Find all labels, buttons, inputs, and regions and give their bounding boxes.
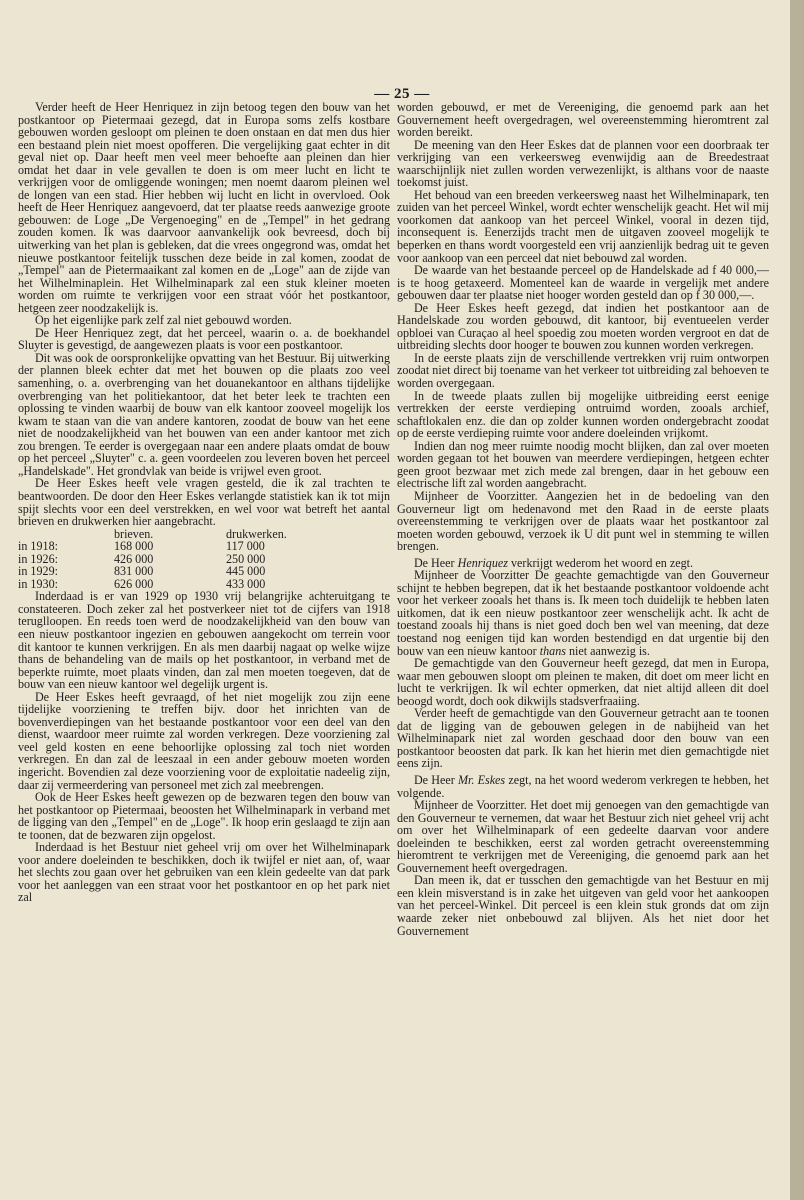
paragraph: De Heer Eskes heeft vele vragen gesteld, die ik zal trachten te beantwoorden. De door den Heer Eskes verlangde statistiek kan ik tot mijn spijt slechts voor een deel verstrekken, en wel voor wat betreft het aantal brieven en drukwerken hier aangebracht. xyxy=(18,476,390,529)
speaker-line: De Heer Mr. Eskes zegt, na het woord wederom verkregen te hebben, het volgende. xyxy=(397,772,769,800)
header-brieven: brieven. xyxy=(114,526,154,541)
table-row: in 1929: 831 000 445 000 xyxy=(18,564,266,579)
right-column xyxy=(397,101,769,937)
paragraph: Op het eigenlijke park zelf zal niet gebouwd worden. xyxy=(34,313,292,328)
paragraph: Mijnheer de Voorzitter De geachte gemachtigde van den Gouverneur schijnt te hebben begrepen, dat ik het bestaande postkantoor voldoende acht voor het verkeer zooals het thans is. Ik meen toch duidelijk te hebben laten uitkomen, dat ik een nieuw postkantoor zeer wenschelijk acht. Ik acht de toestand zooals hij thans is niet goed doch ben wel van meening, dat deze toestand nog eenigen tijd kan worden bestendigd en dat urgentie bij den bouw van een nieuw kantoor thans niet aanwezig is. xyxy=(397,568,769,658)
paragraph: Indien dan nog meer ruimte noodig mocht blijken, dan zal over moeten worden gegaan tot het bouwen van meerdere verdiepingen, hetgeen echter geen groot bezwaar met zich mede zal brengen, daar in het gebouw een electrische lift zal worden aangebracht. xyxy=(397,438,769,491)
left-column xyxy=(18,101,390,904)
paragraph: In de tweede plaats zullen bij mogelijke uitbreiding eerst eenige vertrekken der eerste verdieping ontruimd worden, zooals archief, schaftlokalen enz. die dan op zolder kunnen worden ondergebracht zoodat op de eerste verdieping ruimte voor andere doeleinden vrijkomt. xyxy=(397,388,769,441)
paragraph: De Heer Eskes heeft gezegd, dat indien het postkantoor aan de Handelskade zou worden gebouwd, dit kantoor, bij eventueelen verder opbloei van Curaçao al heel spoedig zou moeten worden vergroot en dat de uitbreiding slechts door hooger te bouwen zou kunnen worden verkregen. xyxy=(397,300,769,353)
header-drukwerken: drukwerken. xyxy=(226,526,287,541)
paragraph: In de eerste plaats zijn de verschillende vertrekken vrij ruim ontworpen zoodat niet direct bij toename van het verkeer tot uitbreiding zal behoeven te worden overgegaan. xyxy=(397,350,769,391)
paragraph: De Heer Eskes heeft gevraagd, of het niet mogelijk zou zijn eene tijdelijke voorziening te treffen bijv. door het inrichten van de bovenverdiepingen van het bestaande postkantoor voor een deel van den dienst, waardoor meer ruimte zal worden verkregen. Deze voorziening zal veel geld kosten en eene behoorlijke oplossing zal toch niet worden verkregen. En dan zal de leeszaal in een ander gebouw moeten worden ingericht. Bovendien zal deze voorziening voor de exploitatie nadeelig zijn, daar zij vermeerdering van personeel met zich zal meebrengen. xyxy=(18,689,390,792)
paragraph: Inderdaad is er van 1929 op 1930 vrij belangrijke achteruitgang te constateeren. Doch zeker zal het postverkeer niet tot de cijfers van 1918 teruglloopen. En reeds toen werd de noodzakelijkheid van den bouw van een nieuw postkantoor ingezien en gebouwen aangekocht om terrein voor dit kantoor te kunnen verkrijgen. En als men daarbij nagaat op welke wijze thans de behandeling van de mails op het postkantoor, in verband met de beperkte ruimte, moet plaats vinden, dan zal men moeten toegeven, dat de bouw van een nieuw kantoor wel degelijk urgent is. xyxy=(18,589,390,692)
table-row: in 1930: 626 000 433 000 xyxy=(18,576,266,591)
page-edge xyxy=(790,0,804,1200)
table-row: in 1918: 168 000 117 000 xyxy=(18,539,265,554)
paragraph: Mijnheer de Voorzitter. Aangezien het in de bedoeling van den Gouverneur ligt om hedenavond met den Raad in de eerste plaats overeenstemming te verkrijgen over de plaats waar het postkantoor zal moeten worden gebouwd, verzoek ik U dit punt wel in stemming te willen brengen. xyxy=(397,488,769,554)
page-number: — 25 — xyxy=(374,86,430,102)
statistics-table xyxy=(18,528,287,591)
paragraph: Verder heeft de gemachtigde van den Gouverneur getracht aan te toonen dat de ligging van de gebouwen gelegen in de nabijheid van het Wilhelminapark niet zal worden geschaad door den bouw van een postkantoor beoosten dat park. Ik kan het hierin met dien gemachtigde niet eens zijn. xyxy=(397,706,769,771)
paragraph: worden gebouwd, er met de Vereeniging, die genoemd park aan het Gouvernement heeft overgedragen, wel overeenstemming hieromtrent zal worden bereikt. xyxy=(397,100,769,140)
paragraph: Ook de Heer Eskes heeft gewezen op de bezwaren tegen den bouw van het postkantoor op Pietermaai, beoosten het Wilhelminapark in verband met de ligging van den „Tempel" en de „Loge". Ik hoop erin geslaagd te zijn aan te toonen, dat de bezwaren zijn opgelost. xyxy=(18,790,390,842)
paragraph: Dan meen ik, dat er tusschen den gemachtigde van het Bestuur en mij een klein misverstand is in zake het uitgeven van geld voor het aankoopen van het perceel-Winkel. Dit perceel is een klein stuk gronds dat om zijn waarde zeker niet onbebouwd zal blijven. Als het niet door het Gouvernement xyxy=(397,873,769,938)
paragraph: Dit was ook de oorspronkelijke opvatting van het Bestuur. Bij uitwerking der plannen bleek echter dat met het bouwen op die plaats zoo veel samenhing, o. a. overbrenging van het douanekantoor en althans tijdelijke overbrenging van het politiekantoor, dat het beter leek te trachten een oplossing te vinden waarbij de bouw van elk kantoor zooveel mogelijk los kwam te staan van die van andere kantoren, zoodat de bouw van het eene niet de noodzakelijkheid van het bouwen van een ander kantoor met zich zou brengen. Te eerder is overgegaan naar een andere plaats omdat de bouw op het perceel „Sluyter" c. a. geen voordeelen zou leveren boven het perceel „Handelskade". Het grondvlak van beide is vrijwel even groot. xyxy=(18,350,390,478)
paragraph: Mijnheer de Voorzitter. Het doet mij genoegen van den gemachtigde van den Gouverneur te vernemen, dat waar het Bestuur zich niet geheel vrij acht om over het Wilhelminapark of een gedeelte daarvan voor andere doeleinden te beschikken, eerst zal worden getracht overeenstemming hieromtrent te verkrijgen met de Vereeniging, die genoemd park aan het Gouvernement heeft overgedragen. xyxy=(397,798,769,875)
table-row: in 1926: 426 000 250 000 xyxy=(18,551,266,566)
paragraph: Verder heeft de Heer Henriquez in zijn betoog tegen den bouw van het postkantoor op Pietermaai gezegd, dat in Europa soms zelfs kostbare gebouwen worden gesloopt om pleinen te doen onstaan en dat men dus hier een bestaand plein niet moest opofferen. Die vergelijking gaat echter in dit geval niet op. Daar heeft men veel meer behoefte aan pleinen dan hier omdat het daar in vele gevallen te doen is om meer lucht en licht te verkrijgen voor de omliggende woningen; men noemt daarom pleinen wel de longen van een stad. Hier hebben wij lucht en licht in overvloed. Ook heeft de Heer Henriquez aangevoerd, dat ter plaatse reeds aanwezige groote gebouwen: de Loge „De Vergenoeging" en de „Tempel" in het gedrang zouden komen. Ik was daarvoor aanvankelijk ook bevreesd, doch bij uitwerking van het plan is gebleken, dat die vrees ongegrond was, omdat het nieuwe postkantoor feitelijk tusschen deze beide in zal komen, zoodat de „Tempel" aan de Pietermaaikant zal komen en de „Loge" aan de zijde van het Wilhelminaplein. Het Wilhelminapark zal een stuk kleiner moeten worden om ruimte te verkrijgen voor een straat vóór het postkantoor, hetgeen zeer noodzakelijk is. xyxy=(18,100,390,315)
speaker-name: Mr. Eskes xyxy=(457,772,506,787)
paragraph: Het behoud van een breeden verkeersweg naast het Wilhelminapark, ten zuiden van het perceel Winkel, wordt echter wenschelijk geacht. Het wil mij voorkomen dat aankoop van het perceel Winkel, vooral in dezen tijd, inconsequent is. Eenerzijds tracht men de uitgaven zooveel mogelijk te beperken en thans wordt voorgesteld een vrij aanzienlijk bedrag uit te geven voor aankoop van een perceel dat niet bebouwd zal worden. xyxy=(397,187,769,265)
speaker-name: Henriquez xyxy=(457,555,508,570)
paragraph: Inderdaad is het Bestuur niet geheel vrij om over het Wilhelminapark voor andere doeleinden te beschikken, doch ik twijfel er niet aan, of, waar het slechts zou gaan over het gebruiken van een klein gedeelte van dat park voor het aanleggen van een straat voor het postkantoor en op het park niet zal xyxy=(18,840,390,905)
paragraph: De Heer Henriquez zegt, dat het perceel, waarin o. a. de boekhandel Sluyter is gevestigd, de aangewezen plaats is voor een postkantoor. xyxy=(18,325,390,353)
paragraph: De gemachtigde van den Gouverneur heeft gezegd, dat men in Europa, waar men gebouwen sloopt om pleinen te maken, dit doet om meer licht en lucht te verkrijgen. Ik wil echter opmerken, dat niet altijd alleen dit doel beoogd wordt, doch ook dikwijls stadsverfraaiing. xyxy=(397,656,769,708)
paragraph: De waarde van het bestaande perceel op de Handelskade ad f 40 000,— is te hoog getaxeerd. Momenteel kan de waarde in vergelijk met andere gebouwen daar ter plaatse niet hooger worden gesteld dan op f 30 000,—. xyxy=(397,263,769,303)
paragraph: De meening van den Heer Eskes dat de plannen voor een doorbraak ter verkrijging van een verkeersweg evenwijdig aan de Breedestraat waarschijnlijk niet zullen worden verwezenlijkt, is althans voor de naaste toekomst juist. xyxy=(397,137,769,190)
speaker-line: De Heer Henriquez verkrijgt wederom het woord en zegt. xyxy=(413,555,694,570)
